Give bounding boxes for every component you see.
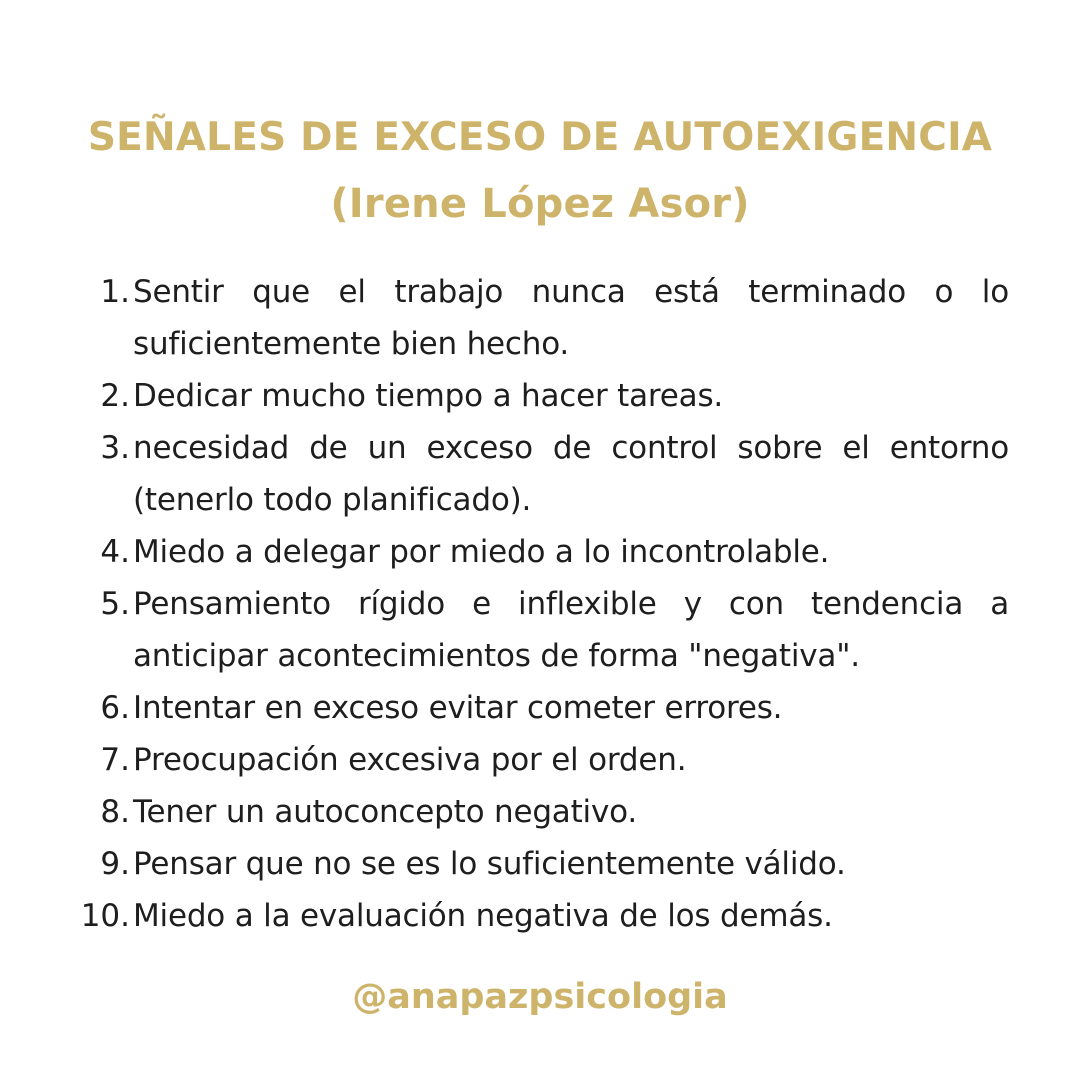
list-item-text: Intentar en exceso evitar cometer errores.: [133, 690, 783, 726]
list-item: [0, 370, 1080, 422]
list-item-number: 5.: [100, 586, 130, 622]
list-item-text: Miedo a la evaluación negativa de los demás.: [133, 898, 833, 934]
list-item: [0, 266, 1080, 370]
list-item-number: 8.: [100, 794, 130, 830]
list-item-text: Sentir que el trabajo nunca está terminado o lo suficientemente bien hecho.: [133, 274, 1009, 362]
list-item-text: Pensamiento rígido e inflexible y con tendencia a anticipar acontecimientos de forma "negativa".: [133, 586, 1009, 674]
list-item-number: 2.: [100, 378, 130, 414]
list-item-number: 10.: [80, 898, 130, 934]
list-item: [0, 890, 1080, 942]
list-item: [0, 422, 1080, 526]
list-item-number: 6.: [100, 690, 130, 726]
list-item: [0, 838, 1080, 890]
signs-list: [0, 266, 1080, 942]
list-item-text: Tener un autoconcepto negativo.: [133, 794, 637, 830]
page-subtitle-author: (Irene López Asor): [330, 181, 750, 227]
list-item-number: 9.: [100, 846, 130, 882]
list-item-text: Preocupación excesiva por el orden.: [133, 742, 687, 778]
social-handle: @anapazpsicologia: [352, 977, 728, 1017]
list-item-text: Pensar que no se es lo suficientemente válido.: [133, 846, 846, 882]
list-item: [0, 682, 1080, 734]
list-item-text: Dedicar mucho tiempo a hacer tareas.: [133, 378, 724, 414]
list-item: [0, 734, 1080, 786]
list-item-number: 3.: [100, 430, 130, 466]
list-item-text: necesidad de un exceso de control sobre el entorno (tenerlo todo planificado).: [133, 430, 1009, 518]
page-title: SEÑALES DE EXCESO DE AUTOEXIGENCIA: [87, 115, 993, 160]
list-item-number: 1.: [100, 274, 130, 310]
list-item: [0, 786, 1080, 838]
list-item-text: Miedo a delegar por miedo a lo incontrolable.: [133, 534, 830, 570]
list-item-number: 7.: [100, 742, 130, 778]
list-item-number: 4.: [100, 534, 130, 570]
list-item: [0, 578, 1080, 682]
list-item: [0, 526, 1080, 578]
